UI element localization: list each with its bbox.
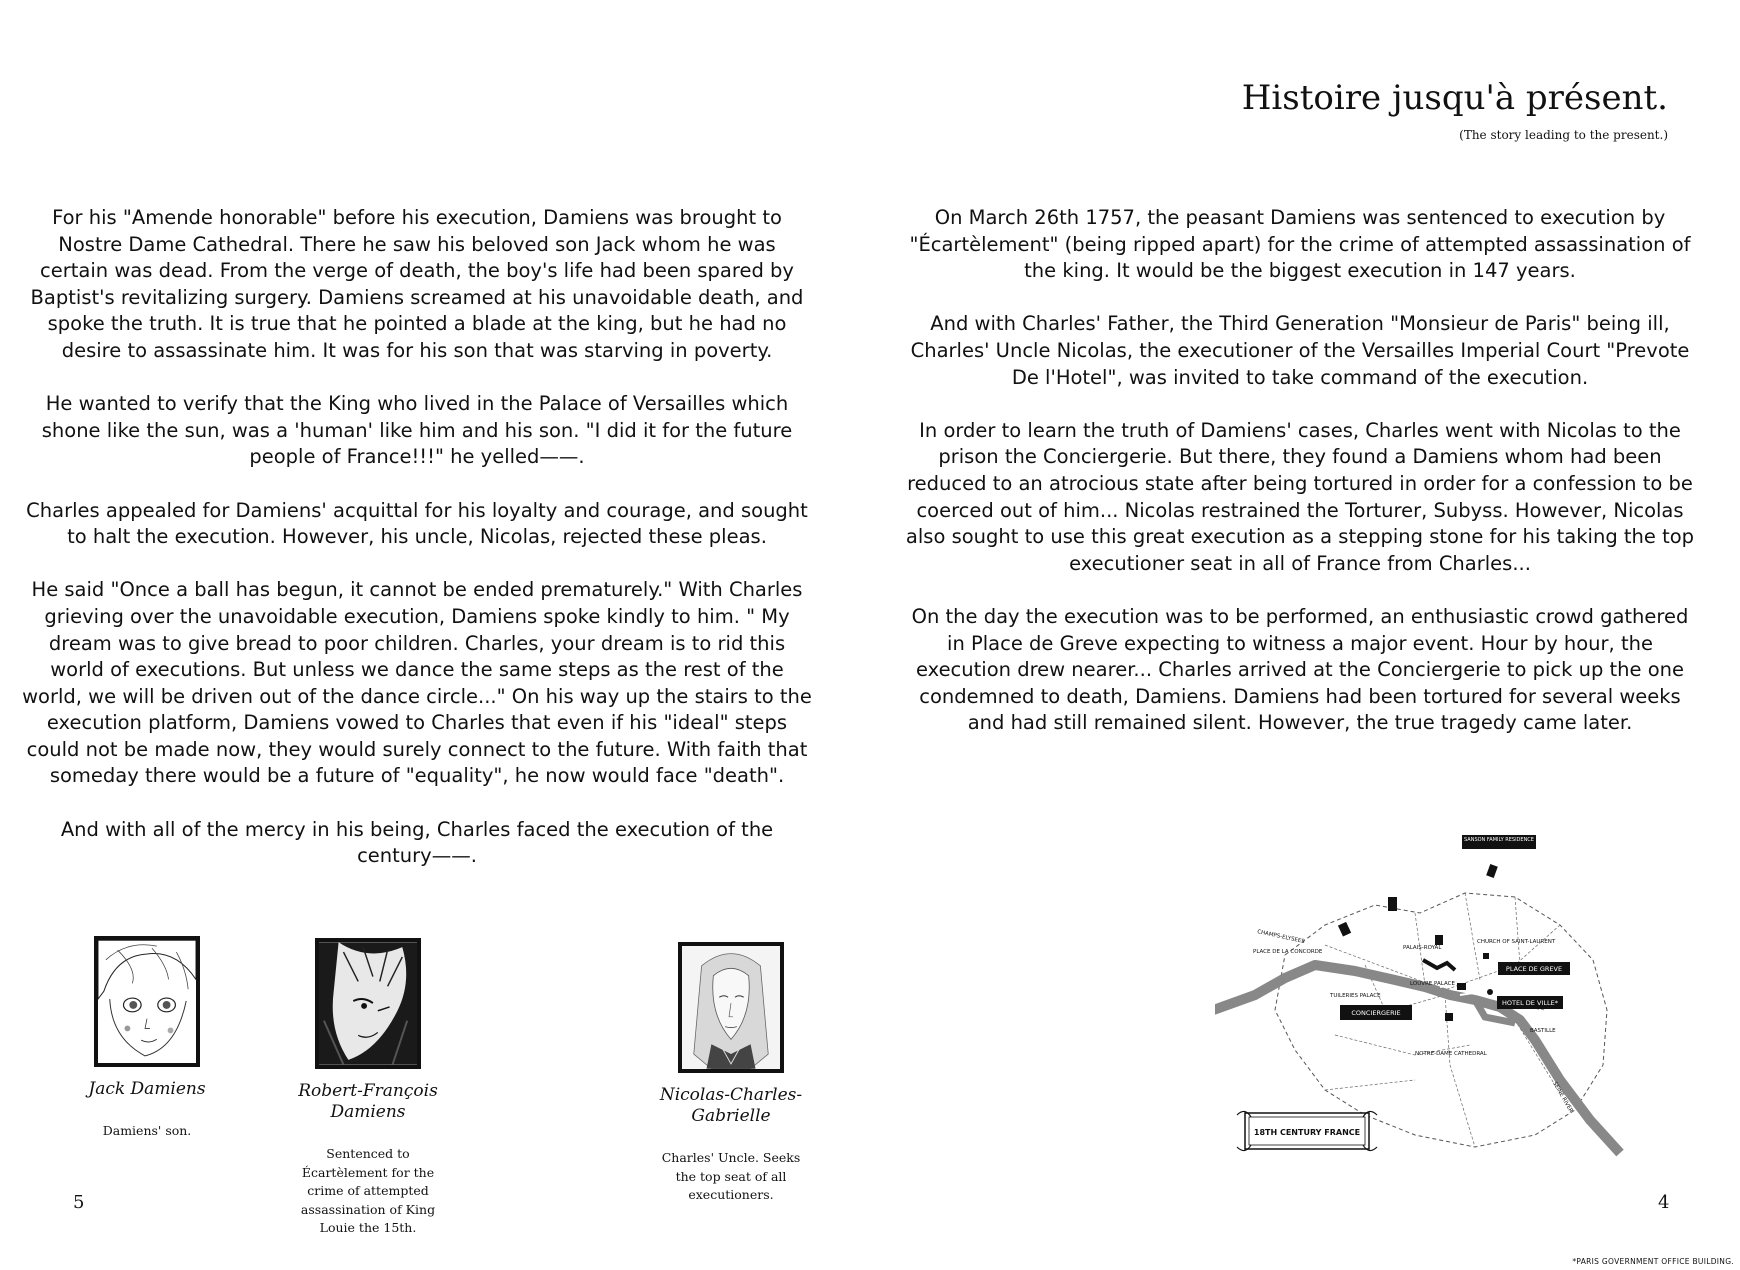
right-page-text: [900, 205, 1700, 763]
right-paragraph-3: In order to learn the truth of Damiens' cases, Charles went with Nicolas to the prison the Conciergerie. But there, they found a Damiens whom had been reduced to an atrocious state after being tortured in order for a confession to be coerced out of him... Nicolas restrained the Torturer, Subyss. However, Nicolas also sought to use this great execution as a stepping stone for his taking the top executioner seat in all of France from Charles...: [905, 418, 1695, 575]
map-label-bastille: BASTILLE: [1530, 1028, 1556, 1034]
left-page: [0, 0, 860, 1270]
map-label-seine: SEINE RIVER: [1551, 1081, 1574, 1114]
robert-francois-portrait: [315, 938, 421, 1069]
map-label-tuileries: TUILERIES PALACE: [1330, 993, 1381, 999]
page-title: Histoire jusqu'à présent.: [1241, 78, 1668, 118]
footnote: *PARIS GOVERNMENT OFFICE BUILDING.: [1572, 1257, 1734, 1266]
left-paragraph-4: He said "Once a ball has begun, it cannot be ended prematurely." With Charles grieving over the unavoidable execution, Damiens spoke kindly to him. " My dream was to give bread to poor children. Charles, your dream is to rid this world of executions. But unless we dance the same steps as the rest of the world, we will be driven out of the dance circle..." On his way up the stairs to the execution platform, Damiens vowed to Charles that even if his "ideal" steps could not be made now, they would surely connect to the future. With faith that someday there would be a future of "equality", he now would face "death".: [22, 578, 812, 788]
character-name: Robert-François Damiens: [298, 1081, 438, 1122]
map-label-sanson: SANSON FAMILY RESIDENCE: [1464, 837, 1534, 843]
character-card-jack: [52, 936, 242, 1141]
character-name: Jack Damiens: [88, 1079, 206, 1099]
city-boundary: [1275, 893, 1607, 1147]
left-paragraph-2: He wanted to verify that the King who lived in the Palace of Versailles which shone like the sun, was a 'human' like him and his son. "I did it for the future people of France!!!" he yelled——.: [41, 392, 793, 469]
character-description: Damiens' son.: [102, 1123, 192, 1138]
map-label-place-de-greve: PLACE DE GREVE: [1505, 965, 1563, 973]
nicolas-portrait: [678, 942, 784, 1073]
map-label-notre-dame: NOTRE-DAME CATHEDRAL: [1415, 1051, 1487, 1057]
right-paragraph-2: And with Charles' Father, the Third Generation "Monsieur de Paris" being ill, Charles' Uncle Nicolas, the executioner of the Versailles Imperial Court "Prevote De l'Hotel", was invited to take command of the execution.: [910, 312, 1690, 389]
paris-map: [1215, 835, 1635, 1180]
map-label-palais-royal: PALAIS-ROYAL: [1403, 945, 1442, 951]
map-label-champs: CHAMPS-ELYSEES: [1256, 929, 1306, 946]
map-label-church: CHURCH OF SAINT-LAURENT: [1477, 939, 1556, 945]
right-paragraph-1: On March 26th 1757, the peasant Damiens was sentenced to execution by "Écartèlement" (being ripped apart) for the crime of attempted assassination of the king. It would be the biggest execution in 147 years.: [909, 206, 1691, 283]
character-description: Charles' Uncle. Seeks the top seat of all executioners.: [661, 1150, 801, 1202]
left-paragraph-5: And with all of the mercy in his being, Charles faced the execution of the century——.: [60, 817, 774, 868]
map-title-cartouche: [1237, 1111, 1377, 1150]
right-paragraph-4: On the day the execution was to be performed, an enthusiastic crowd gathered in Place de Greve expecting to witness a major event. Hour by hour, the execution drew nearer... Charles arrived at the Conciergerie to pick up the one condemned to death, Damiens. Damiens had been tortured for several weeks and had still remained silent. However, the true tragedy came later.: [911, 604, 1689, 735]
left-paragraph-1: For his "Amende honorable" before his execution, Damiens was brought to Nostre Dame Cathedral. There he saw his beloved son Jack whom he was certain was dead. From the verge of death, the boy's life had been spared by Baptist's revitalizing surgery. Damiens screamed at his unavoidable death, and spoke the truth. It is true that he pointed a blade at the king, but he had no desire to assassinate him. It was for his son that was starving in poverty.: [30, 206, 804, 362]
character-card-robert-francois: [273, 938, 463, 1238]
map-label-conciergerie: CONCIERGERIE: [1351, 1009, 1401, 1017]
left-page-text: [22, 205, 812, 896]
jack-portrait: [94, 936, 200, 1067]
page-number-left: 5: [73, 1192, 85, 1213]
left-paragraph-3: Charles appealed for Damiens' acquittal for his loyalty and courage, and sought to halt the execution. However, his uncle, Nicolas, rejected these pleas.: [26, 498, 808, 549]
character-name: Nicolas-Charles-Gabrielle: [659, 1085, 803, 1126]
map-label-louvre: LOUVRE PALACE: [1410, 981, 1455, 987]
character-description: Sentenced to Écartèlement for the crime of attempted assassination of King Louie the 15th.: [300, 1146, 436, 1235]
map-title: 18TH CENTURY FRANCE: [1253, 1128, 1361, 1137]
page-subtitle: (The story leading to the present.): [1459, 128, 1668, 142]
character-card-nicolas: [636, 942, 826, 1205]
map-label-concorde: PLACE DE LA CONCORDE: [1253, 949, 1323, 955]
map-label-hotel-de-ville: HOTEL DE VILLE*: [1502, 999, 1558, 1007]
page-number-right: 4: [1658, 1192, 1670, 1213]
